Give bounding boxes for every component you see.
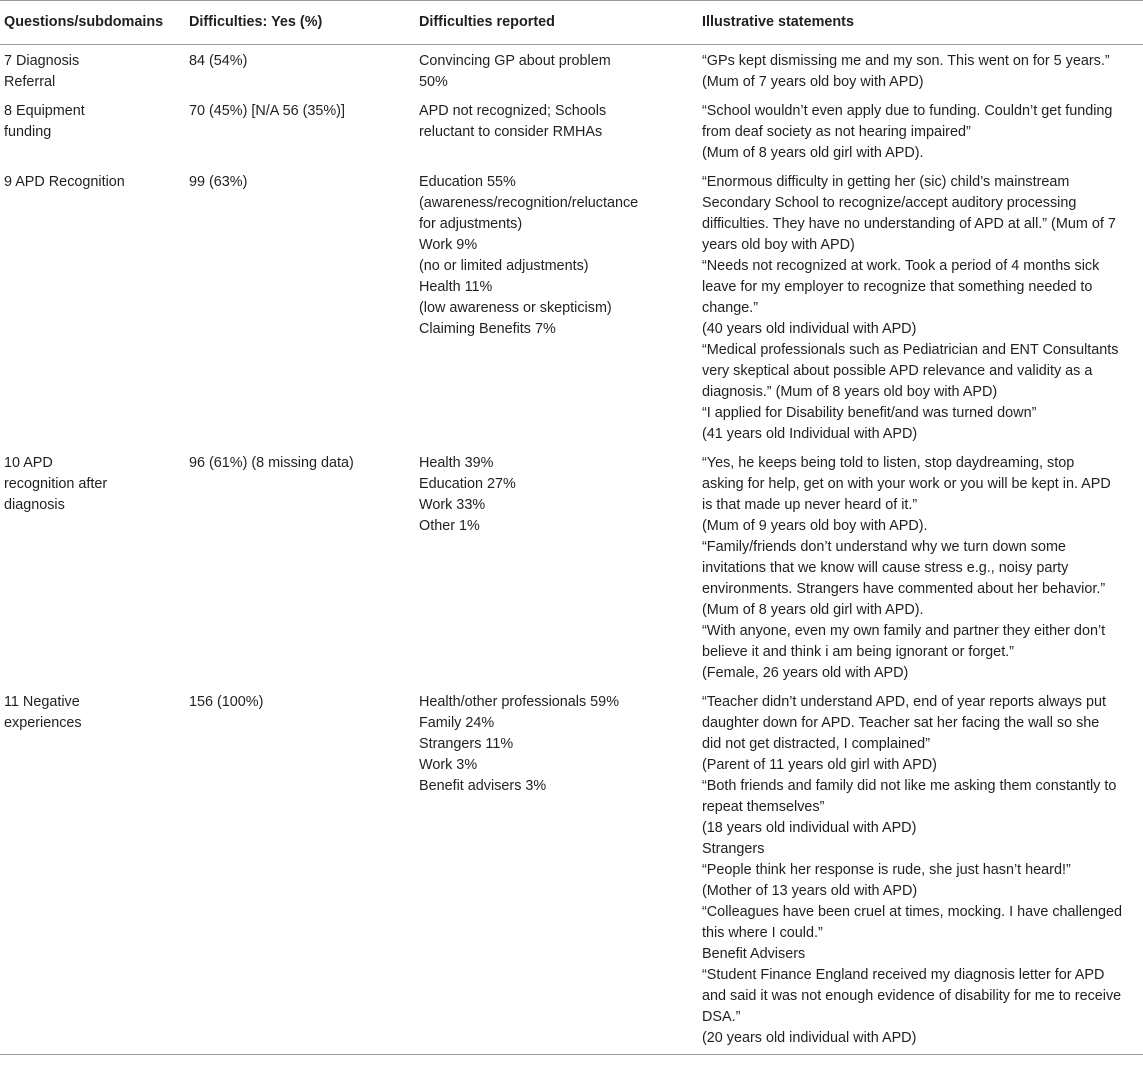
yes-cell: 96 (61%) (8 missing data): [189, 455, 354, 471]
statements-cell: “Teacher didn’t understand APD, end of year reports always put daughter down for APD. Teacher sat her facing the wall so she did not get distracted, I complained” (Parent of 11 years old girl with APD) “Both friends and family did not like me asking them constantly to repeat themselves” (18 years old individual with APD) Strangers “People think her response is rude, she just hasn’t heard!” (Mother of 13 years old with APD) “Colleagues have been cruel at times, mocking. I have challenged this where I could.” Benefit Advisers “Student Finance England received my diagnosis letter for APD and said it was not enough evidence of disability for me to receive DSA.” (20 years old individual with APD): [698, 689, 1143, 1055]
reported-cell: APD not recognized; Schools reluctant to consider RMHAs: [419, 103, 607, 140]
question-cell: 10 APD recognition after diagnosis: [4, 455, 108, 513]
table-row: [0, 450, 1143, 689]
yes-cell: 84 (54%): [189, 53, 248, 69]
header-illustrative-statements: Illustrative statements: [698, 1, 1143, 45]
question-cell: 9 APD Recognition: [4, 174, 125, 190]
statements-cell: “GPs kept dismissing me and my son. This went on for 5 years.” (Mum of 7 years old boy with APD): [702, 53, 1110, 90]
statements-cell: “Yes, he keeps being told to listen, stop daydreaming, stop asking for help, get on with your work or you will be kept in. APD is that made up never heard of it.” (Mum of 9 years old boy with APD). “Family/friends don’t understand why we turn down some invitations that we know will cause stress e.g., noisy party environments. Strangers have commented about her behavior.” (Mum of 8 years old girl with APD). “With anyone, even my own family and partner they either don’t believe it and think i am being ignorant or forget.” (Female, 26 years old with APD): [702, 455, 1111, 681]
statements-cell: “School wouldn’t even apply due to funding. Couldn’t get funding from deaf society as not hearing impaired” (Mum of 8 years old girl with APD).: [702, 103, 1113, 161]
reported-cell: Convincing GP about problem 50%: [419, 53, 611, 90]
yes-cell: 156 (100%): [185, 689, 415, 1055]
reported-cell: Health/other professionals 59% Family 24% Strangers 11% Work 3% Benefit advisers 3%: [415, 689, 698, 1055]
table-row: [0, 45, 1143, 99]
yes-cell: 70 (45%) [N/A 56 (35%)]: [189, 103, 345, 119]
statements-cell: “Enormous difficulty in getting her (sic) child’s mainstream Secondary School to recognize/accept auditory processing difficulties. They have no understanding of APD at all.” (Mum of 7 years old boy with APD) “Needs not recognized at work. Took a period of 4 months sick leave for my employer to recognize that something needed to change.” (40 years old individual with APD) “Medical professionals such as Pediatrician and ENT Consultants very skeptical about possible APD relevance and validity as a diagnosis.” (Mum of 8 years old boy with APD) “I applied for Disability benefit/and was turned down” (41 years old Individual with APD): [702, 174, 1119, 442]
reported-cell: Health 39% Education 27% Work 33% Other 1%: [419, 455, 516, 534]
table-header: [0, 1, 1143, 45]
question-cell: 8 Equipment funding: [4, 103, 85, 140]
table-row: [0, 98, 1143, 169]
question-cell: 11 Negative experiences: [0, 689, 185, 1055]
header-difficulties-reported: Difficulties reported: [415, 1, 698, 45]
table-row: [0, 689, 1143, 1055]
question-cell: 7 Diagnosis Referral: [4, 53, 80, 90]
reported-cell: Education 55% (awareness/recognition/reluctance for adjustments) Work 9% (no or limited adjustments) Health 11% (low awareness or skepticism) Claiming Benefits 7%: [419, 174, 639, 337]
yes-cell: 99 (63%): [189, 174, 248, 190]
header-row: [0, 1, 1143, 45]
header-questions: Questions/subdomains: [0, 1, 185, 45]
table-row: [0, 169, 1143, 450]
table-body: [0, 45, 1143, 1055]
header-difficulties-yes: Difficulties: Yes (%): [185, 1, 415, 45]
